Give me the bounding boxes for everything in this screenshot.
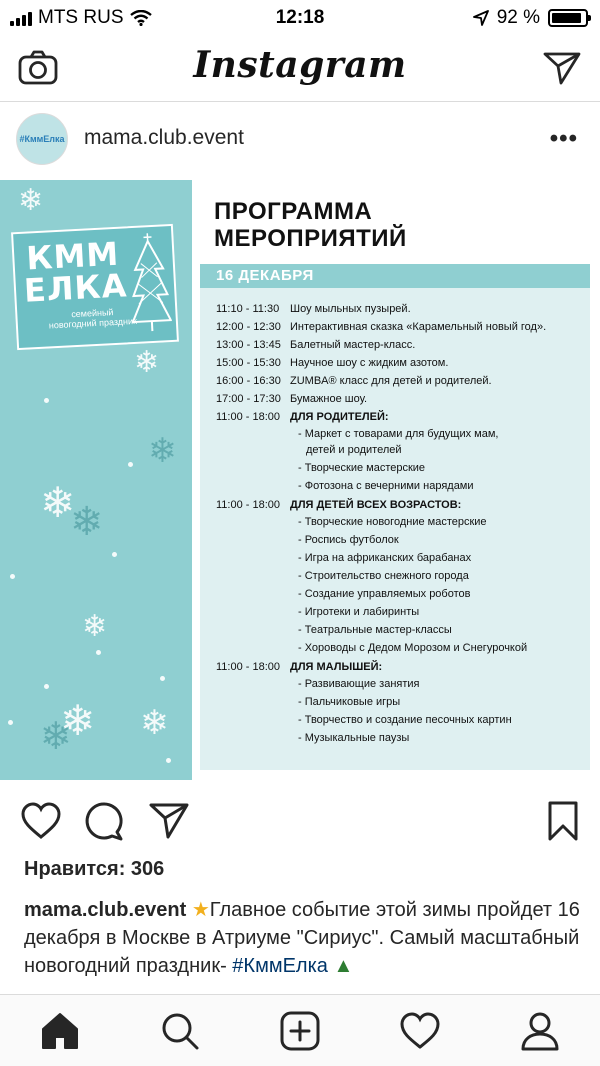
search-icon[interactable]	[160, 1011, 200, 1051]
kids-item: - Творческие новогодние мастерские	[298, 516, 487, 528]
share-icon[interactable]	[148, 800, 190, 842]
schedule-time: 11:00 - 18:00	[216, 661, 281, 673]
snowflake-icon: ❄	[148, 432, 177, 470]
likes-count[interactable]: Нравится: 306	[24, 858, 165, 880]
schedule-text: Балетный мастер-класс.	[290, 339, 416, 351]
snow-dot	[44, 398, 49, 403]
babies-item: - Пальчиковые игры	[298, 696, 401, 708]
babies-item: - Творчество и создание песочных картин	[298, 714, 512, 726]
schedule-row	[216, 658, 586, 676]
parents-item: - Маркет с товарами для будущих мам,	[298, 428, 499, 440]
schedule-time: 16:00 - 16:30	[216, 375, 281, 387]
schedule-box	[200, 288, 590, 770]
snow-dot	[160, 676, 165, 681]
post-header	[0, 103, 600, 175]
new-post-icon[interactable]	[280, 1011, 320, 1051]
snow-dot	[128, 462, 133, 467]
comment-icon[interactable]	[84, 800, 126, 842]
post-caption	[24, 896, 584, 980]
schedule-time: 17:00 - 17:30	[216, 393, 281, 405]
status-bar	[0, 0, 600, 36]
snowflake-icon: ❄	[60, 697, 96, 744]
schedule-row	[216, 318, 586, 336]
battery-percent: 92 %	[496, 7, 540, 28]
christmas-tree-icon	[127, 232, 172, 334]
like-heart-icon[interactable]	[20, 800, 62, 842]
snow-dot	[10, 574, 15, 579]
tree-emoji-icon: ▲	[333, 955, 354, 977]
activity-heart-icon[interactable]	[400, 1011, 440, 1051]
schedule-row	[216, 390, 586, 408]
carrier-label: MTS RUS	[38, 7, 124, 28]
battery-fill	[552, 13, 581, 23]
snow-dot	[112, 552, 117, 557]
bookmark-icon[interactable]	[542, 800, 584, 842]
schedule-time: 11:00 - 18:00	[216, 499, 281, 511]
app-logo: Instagram	[193, 44, 407, 86]
kids-item: - Создание управляемых роботов	[298, 588, 471, 600]
schedule-row	[216, 354, 586, 372]
kids-item: - Роспись футболок	[298, 534, 399, 546]
schedule-row	[216, 300, 586, 318]
star-emoji-icon: ★	[191, 899, 210, 921]
schedule-text: Научное шоу с жидким азотом.	[290, 357, 449, 369]
snowflake-icon: ❄	[40, 716, 72, 758]
program-title-line-2: МЕРОПРИЯТИЙ	[214, 225, 407, 252]
direct-message-icon[interactable]	[542, 50, 582, 86]
program-title	[214, 198, 407, 252]
home-icon[interactable]	[40, 1011, 80, 1051]
kids-item: - Игротеки и лабиринты	[298, 606, 420, 618]
avatar-text: #КммЕлка	[19, 134, 65, 144]
caption-hashtag[interactable]: #КммЕлка	[232, 955, 328, 977]
schedule-row	[216, 496, 586, 514]
snowflake-icon: ❄	[70, 500, 104, 544]
caption-text: Главное событие этой зимы пройдет 16 декабря в Москве в Атриуме "Сириус". Самый масштабный новогодний праздник-	[24, 899, 580, 977]
date-banner	[200, 264, 590, 288]
battery-icon	[548, 9, 588, 27]
logo-subtitle: семейный новогодний праздник	[48, 307, 138, 331]
schedule-time: 13:00 - 13:45	[216, 339, 281, 351]
kids-item: - Театральные мастер-классы	[298, 624, 452, 636]
parents-item: детей и родителей	[306, 444, 402, 456]
schedule-text: Интерактивная сказка «Карамельный новый год».	[290, 321, 547, 333]
program-title-line-1: ПРОГРАММА	[214, 198, 373, 225]
schedule-time: 12:00 - 12:30	[216, 321, 281, 333]
kids-item: - Хороводы с Дедом Морозом и Снегурочкой	[298, 642, 528, 654]
top-navigation	[0, 36, 600, 102]
schedule-row	[216, 336, 586, 354]
snow-dot	[96, 650, 101, 655]
parents-item: - Творческие мастерские	[298, 462, 426, 474]
clock: 12:18	[275, 7, 325, 28]
schedule-text: Бумажное шоу.	[290, 393, 368, 405]
logo-line-1: КММ	[25, 234, 121, 278]
snowflake-icon: ❄	[140, 704, 169, 742]
babies-item: - Музыкальные паузы	[298, 732, 410, 744]
snowflake-icon: ❄	[40, 479, 76, 526]
snow-dot	[44, 684, 49, 689]
more-options-icon[interactable]: •••	[549, 125, 578, 152]
babies-item: - Развивающие занятия	[298, 678, 420, 690]
schedule-time: 11:00 - 18:00	[216, 411, 281, 423]
schedule-time: 15:00 - 15:30	[216, 357, 281, 369]
snowflake-icon: ❄	[134, 346, 160, 379]
schedule-row	[216, 372, 586, 390]
snowflake-icon: ❄	[18, 184, 44, 217]
decorative-strip	[0, 180, 192, 780]
logo-line-2: ЕЛКА	[23, 266, 129, 310]
snow-dot	[8, 720, 13, 725]
caption-username[interactable]: mama.club.event	[24, 899, 187, 921]
post-image[interactable]	[0, 180, 600, 780]
snow-dot	[166, 758, 171, 763]
bottom-tab-bar	[0, 994, 600, 1066]
avatar[interactable]	[16, 113, 68, 165]
schedule-section-header: ДЛЯ МАЛЫШЕЙ:	[290, 661, 383, 673]
schedule-text: Шоу мыльных пузырей.	[290, 303, 411, 315]
schedule-list	[216, 300, 586, 748]
kids-item: - Строительство снежного города	[298, 570, 469, 582]
schedule-time: 11:10 - 11:30	[216, 303, 280, 315]
location-arrow-icon	[473, 10, 489, 26]
parents-item: - Фотозона с вечерними нарядами	[298, 480, 474, 492]
event-logo	[11, 224, 179, 350]
schedule-text: ZUMBA® класс для детей и родителей.	[290, 375, 492, 387]
profile-icon[interactable]	[520, 1011, 560, 1051]
snowflake-icon: ❄	[82, 610, 108, 643]
event-date: 16 ДЕКАБРЯ	[216, 267, 314, 284]
schedule-section-header: ДЛЯ ДЕТЕЙ ВСЕХ ВОЗРАСТОВ:	[290, 499, 462, 511]
kids-item: - Игра на африканских барабанах	[298, 552, 472, 564]
schedule-section-header: ДЛЯ РОДИТЕЛЕЙ:	[290, 411, 389, 423]
post-username[interactable]: mama.club.event	[84, 126, 244, 149]
post-actions	[0, 796, 600, 846]
schedule-row	[216, 408, 586, 426]
